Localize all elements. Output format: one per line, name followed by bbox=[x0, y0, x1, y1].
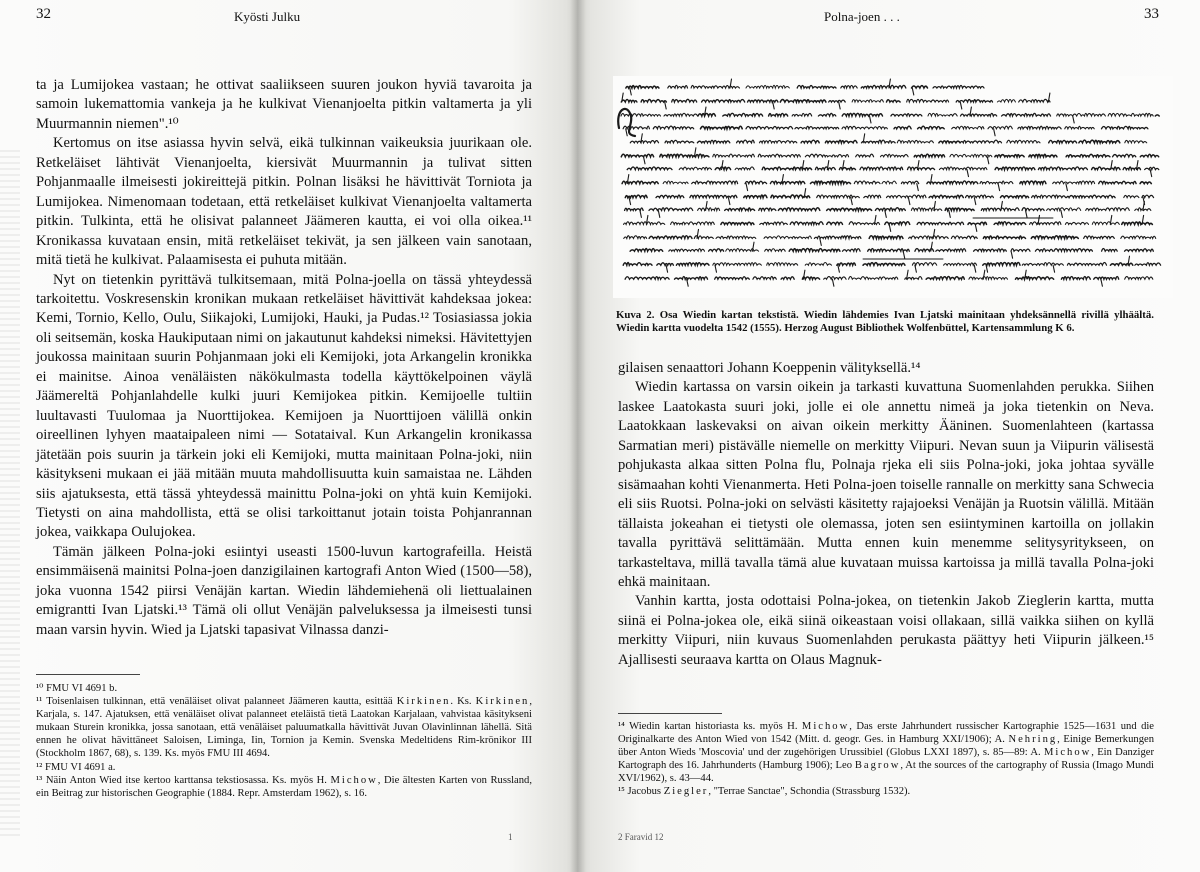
paragraph: ta ja Lumijokea vastaan; he ottivat saaliikseen suuren joukon hyviä tavaroita ja samoin lukemattomia vankeja ja he kulkivat Vienanjoelta pitkin valtamerta ja yli Muurmannin niemen".¹⁰ bbox=[36, 77, 532, 132]
right-page bbox=[578, 0, 1200, 872]
left-body-text bbox=[36, 76, 532, 640]
handwriting-word bbox=[656, 195, 684, 198]
footnote-rule bbox=[36, 674, 140, 675]
handwriting-word bbox=[811, 181, 851, 184]
author-name: Michow bbox=[1043, 747, 1092, 759]
paragraph: Kertomus on itse asiassa hyvin selvä, eikä tulkinnan vaikeuksia juurikaan ole. Retkeläiset lähtivät Vienanjoelta, kiersivät Muurmannin ja tulivat sitten Pohjanmaalle ilmeisesti jokireittejä pitkin. Polnan lisäksi he hävittivät Torniota ja Lumijokea. Nimenomaan todetaan, että retkeläiset kulkivat Vienanjoelta valtamerta pitkin. Tulkinta, että he olisivat palanneet Jäämeren kautta, ei voi olla oikea.¹¹ Kronikassa kuvataan ensin, mitä retkeläiset tekivät, ja sen jälkeen vain sanotaan, mitä tietä he kulkivat. Palaamisesta ei puhuta mitään. bbox=[36, 135, 532, 269]
right-body-text bbox=[618, 359, 1154, 670]
footnote-rule bbox=[618, 713, 722, 714]
paragraph: Wiedin kartassa on varsin oikein ja tarkasti kuvattuna Suomenlahden perukka. Siihen laskee Laatokasta suuri joki, jolle ei ole annettu nimeä ja joka tietenkin on Neva. Laatokkaan laskevaksi on aivan oikein merkitty Ääninen. Suomenlahteen (kartassa Sarmatian meri) pistävälle niemelle on merkitty Viipuri. Nevan suun ja Viipurin välisestä pohjukasta alkaa sitten Polna flu, Polnaja rjeka eli siis Polna-joki, joka johtaa syvälle sisämaahan kohti Vienanmerta. Heti Polna-joen toiselle rannalle on merkitty sana Schwecia eli siis Ruotsi. Polna-joki on selvästi käsitetty rajajoeksi Venäjän ja Ruotsin välillä. Mitään tällaista jokeahan ei tietysti ole olemassa, joten sen esiintyminen kartoilla on jollakin tavalla pyrittävä selittämään. Mutta ennen kuin menemme selitysyritykseen, on tarkasteltava, millä tavalla tämä alue kuvataan muissa kartoissa ja millä tavalla Polna-joki ehkä mainitaan. bbox=[618, 379, 1154, 590]
running-head-left: Kyösti Julku bbox=[234, 9, 301, 24]
page-number-left: 32 bbox=[36, 6, 51, 22]
right-footnotes bbox=[618, 720, 1154, 799]
printer-signature: 2 Faravid 12 bbox=[618, 832, 664, 842]
footnote-11: ¹¹ Toisenlaisen tulkinnan, että venäläiset olivat palanneet Jäämeren kautta, esittää Kirkinen. Ks. Kirkinen, Karjala, s. 147. Ajatuksen, että venäläiset olivat palanneet eteläistä tietä Laatokan Karjalaan, vahvistaa käsitykseni mukaan Sturein kronikka, jossa sanotaan, että venäläiset paluumatkalla hävittivät Juvan Olavinlinnan lähellä. Sitä ennen he olivat hävittäneet Saloisen, Liminga, Iin, Tornion ja Kemin. Svenska Medeltidens Rim-krönikor III (Stockholm 1867, 68), s. 139. Ks. myös FMU III 4694. bbox=[36, 696, 532, 760]
figure-caption: Kuva 2. Osa Wiedin kartan tekstistä. Wiedin lähdemies Ivan Ljatski mainitaan yhdeksännellä rivillä ylhäältä. Wiedin kartta vuodelta 1542 (1555). Herzog August Bibliothek Wolfenbüttel, Kartensammlung K 6. bbox=[616, 309, 1154, 335]
author-name: Nehring bbox=[1008, 734, 1058, 746]
left-page bbox=[0, 0, 578, 872]
author-name: Kirkinen bbox=[475, 696, 530, 708]
paragraph: gilaisen senaattori Johann Koeppenin välityksellä.¹⁴ bbox=[618, 360, 921, 376]
page-number-right: 33 bbox=[1144, 6, 1159, 22]
scan-edge-bleed bbox=[0, 150, 20, 840]
author-name: Michow bbox=[330, 774, 378, 786]
running-head-right: Polna-joen . . . bbox=[824, 9, 900, 24]
author-name: Bagrow bbox=[854, 760, 901, 772]
footnote-10: ¹⁰ FMU VI 4691 b. bbox=[36, 683, 118, 694]
paragraph: Nyt on tietenkin pyrittävä tulkitsemaan, mitä Polna-joella on tässä yhteydessä tarkoitettu. Voskresenskin kronikan mukaan retkeläiset hävittivät kahdeksaa jokea: Kemi, Tornio, Kello, Oulu, Siikajoki, Lumijoki, Hauki, ja Pudas.¹² Tosiasiassa jokia oli seitsemän, koska Haukiputaan nimi on jakautunut kahdeksi nimeksi. Hävitettyjen joukossa mainitaan suurin Pohjanmaan joki eli Kemijoki, jota Arkangelin kronikka ei mainitse. Ainoa venäläisten näkökulmasta todella käyttökelpoinen väylä Jäämereltä Pohjanlahdelle kulki juuri Kemijokea pitkin. Kemijoelle tultiin luultavasti Tuulomaa ja Nuorttijokea. Kemijoen ja Nuorttijoen välillä onkin oireellinen lyhyen maataipaleen nimi — Sotataival. Kun Arkangelin kronikassa jätetään pois suurin ja tärkein joki eli Kemijoki, mutta mainitaan Polna-joki, niin käsitykseni mukaan ei jää mitään muuta mahdollisuutta kuin samaistaa ne. Lähden siis ajatuksesta, että tässä yhteydessä mainittu Polna-joki on yhtä kuin Kemijoki. Tietysti on aina mahdollista, että se olisi tarkoittanut jotain toista Pohjanrannan jokea, vaikkapa Oulujokea. bbox=[36, 271, 532, 541]
handwriting-word bbox=[725, 208, 755, 211]
left-footnotes bbox=[36, 682, 532, 800]
footnote-12: ¹² FMU VI 4691 a. bbox=[36, 761, 116, 773]
author-name: Michow bbox=[801, 721, 850, 732]
author-name: Ziegler bbox=[663, 786, 709, 798]
manuscript-facsimile-image bbox=[613, 76, 1173, 298]
footnote-14: ¹⁴ Wiedin kartan historiasta ks. myös H. Michow, Das erste Jahrhundert russischer Kartographie 1525—1631 und die Originalkarte des Anton Wied von 1542 (Mitt. d. geogr. Ges. in Hamburg XXI/1906); A. Nehring, Einige Bemerkungen über Anton Wieds 'Moscovia' und der zugehörigen Urussibiel (Globus LXXI 1897), s. 85—89: A. Michow, Ein Danziger Kartograph des 16. Jahrhunderts (Hamburg 1906); Leo Bagrow, At the sources of the cartography of Russia (Imago Mundi XVI/1962), s. 43—44. bbox=[618, 721, 1155, 785]
footnote-13: ¹³ Näin Anton Wied itse kertoo karttansa tekstiosassa. Ks. myös H. Michow, Die ältesten Karten von Russland, ein Beitrag zur historischen Geographie (1884. Repr. Amsterdam 1962), s. 16. bbox=[36, 774, 532, 799]
author-name: Kirkinen bbox=[396, 696, 451, 708]
bottom-mark: 1 bbox=[508, 832, 513, 842]
footnote-15: ¹⁵ Jacobus Ziegler, "Terrae Sanctae", Schondia (Strassburg 1532). bbox=[618, 786, 911, 798]
paragraph: Tämän jälkeen Polna-joki esiintyi useasti 1500-luvun kartografeilla. Heistä ensimmäisenä mainitsi Polna-joen danzigilainen kartografi Anton Wied (1500—58), joka vuonna 1542 piirsi Venäjän kartan. Wiedin lähdemiehenä oli liettualainen emigrantti Ivan Ljatski.¹³ Tämä oli ollut Venäjän palveluksessa ja ilmeisesti tunsi maan varsin hyvin. Wied ja Ljatski tapasivat Vilnassa danzi- bbox=[36, 543, 532, 638]
paragraph: Vanhin kartta, josta odottaisi Polna-jokea, on tietenkin Jakob Zieglerin kartta, mutta siinä ei Polna-jokea ole, eikä siinä oikeastaan voisi ollakaan, sillä vaikka siihen on kyllä merkitty Viipuri, niin kuvaus Suomenlahden perukasta päättyy heti Viipurin jälkeen.¹⁵ Ajallisesti seuraava kartta on Olaus Magnuk- bbox=[618, 593, 1154, 668]
